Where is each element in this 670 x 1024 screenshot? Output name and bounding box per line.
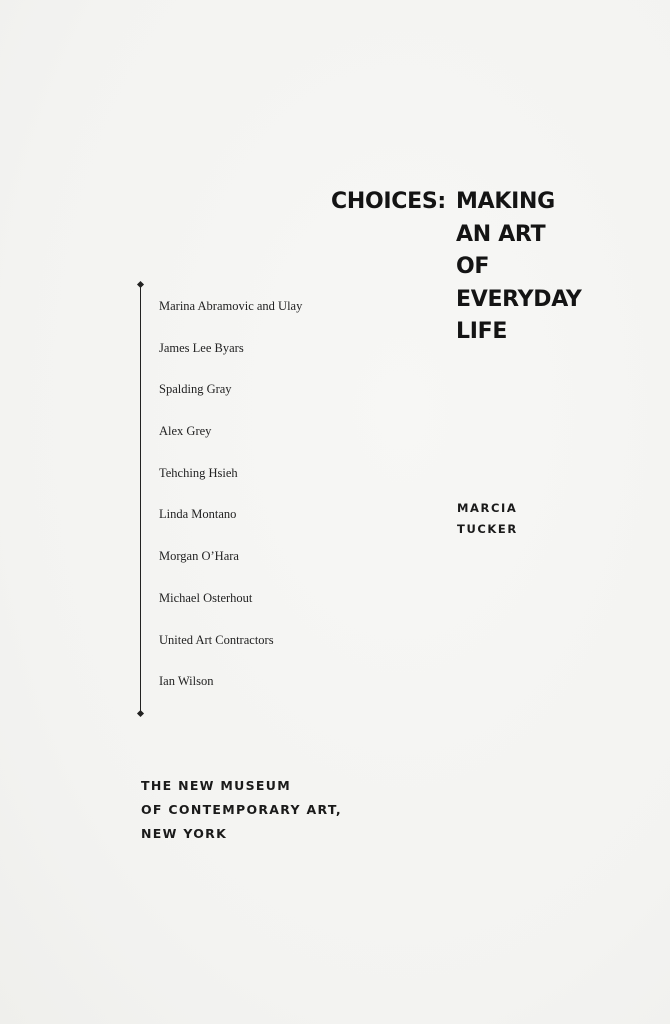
title-line: MAKING (456, 189, 555, 214)
title-line: EVERYDAY (456, 286, 582, 312)
artist-name: Ian Wilson (159, 674, 214, 689)
vertical-rule (140, 287, 141, 713)
publisher-line: NEW YORK (141, 826, 228, 841)
artist-name: United Art Contractors (159, 632, 274, 647)
artist-name: Linda Montano (159, 507, 237, 522)
artist-name: Morgan O’Hara (159, 549, 239, 564)
rule-bottom-diamond (137, 710, 144, 717)
title-line: LIFE (456, 319, 508, 344)
title-line: OF (456, 254, 490, 279)
artist-name: Alex Grey (159, 424, 212, 439)
author-line: TUCKER (457, 522, 518, 536)
artist-name: Marina Abramovic and Ulay (159, 299, 303, 313)
author-name (457, 498, 518, 540)
publisher-line: THE NEW MUSEUM (141, 778, 291, 793)
author-line: MARCIA (457, 501, 518, 515)
artist-name: Michael Osterhout (159, 590, 253, 605)
artist-list (159, 298, 302, 715)
title-line: AN ART (456, 221, 546, 247)
publisher-line: OF CONTEMPORARY ART, (141, 802, 342, 817)
publisher-imprint (141, 774, 342, 846)
artist-name: James Lee Byars (159, 340, 244, 355)
title-choices: CHOICES: (331, 189, 446, 214)
title-subtitle-block (456, 186, 581, 349)
artist-name: Tehching Hsieh (159, 465, 238, 480)
artist-name: Spalding Gray (159, 382, 232, 397)
